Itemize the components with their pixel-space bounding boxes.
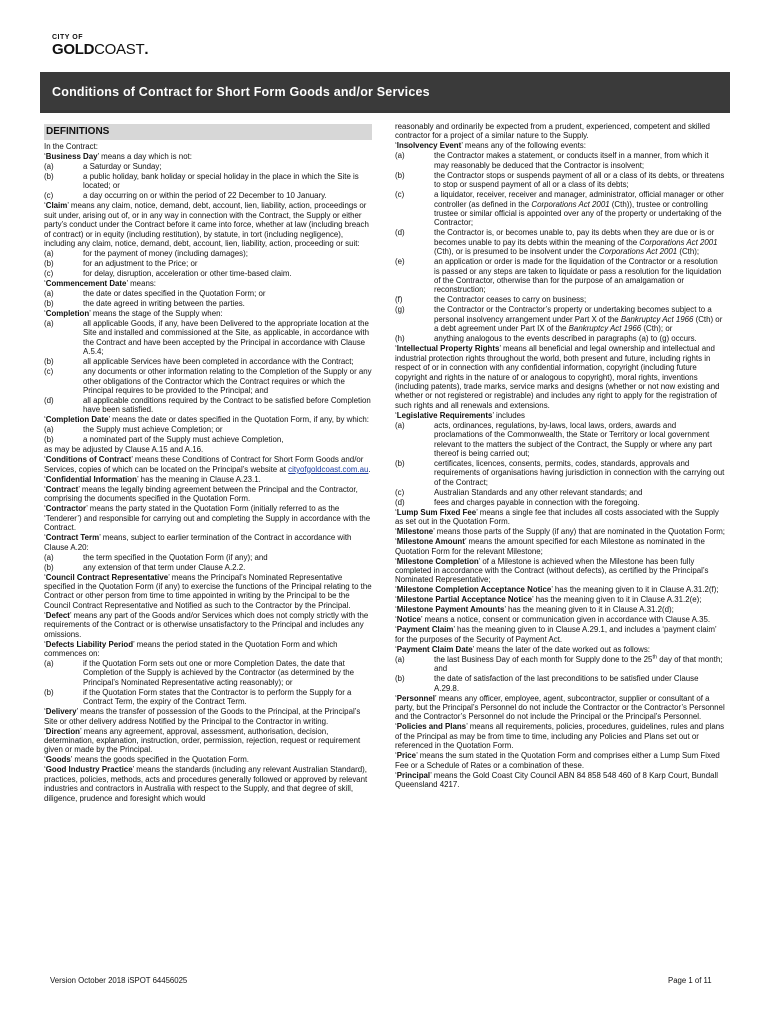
logo-coast: COAST [94,41,145,58]
definition: ‘Commencement Date’ means: [44,279,156,289]
definition: ‘Completion’ means the stage of the Supply when: [44,309,223,319]
definition: ‘Contract Term’ means, subject to earlier termination of the Contract in accordance with Clause A.20: [44,533,352,552]
definition: ‘Milestone Partial Acceptance Notice’ has the meaning given to it in Clause A.31.2(e); [395,595,702,605]
document-title-banner: Conditions of Contract for Short Form Goods and/or Services [40,72,730,113]
definition: ‘Milestone Payment Amounts’ has the meaning given to it in Clause A.31.2(d); [395,605,674,615]
left-column [44,122,372,804]
list-item: (b) if the Quotation Form states that the Contractor is to perform the Supply for a Contract Term, the expiry of the Contract Term. [44,687,352,707]
list-item: (b) the Contractor stops or suspends payment of all or a class of its debts, or threatens to stop or suspend payment of all or a class of its debts; [395,170,725,190]
definition: ‘Payment Claim’ has the meaning given to in Clause A.29.1, and includes a ‘payment claim’ for the purposes of the Security of Payment Act. [395,625,717,644]
list-item: (h) anything analogous to the events described in paragraphs (a) to (g) occurs. [395,334,697,344]
definition: ‘Council Contract Representative’ means the Principal’s Nominated Representative specified in the Quotation Form (if any) to exercise the functions of the Principal relating to the Contract or other person from time to time appointed in writing by the Principal to be the Council Contract Representative and Notified as such to the Contractor by the Principal. [44,572,372,610]
right-column [395,122,725,790]
list-item: (b) any extension of that term under Clause A.2.2. [44,562,246,572]
definition: ‘Intellectual Property Rights’ means all beneficial and legal ownership and intellectual and industrial protection rights throughout the world, both present and future, including rights in respect of or in connection with any confidential information, copyright (including future copyright and rights in the nature of or analogous to copyright), moral rights, inventions (including patents), trade marks, service marks and designs (whether or not now existing and whether or not registered or registrable) and includes any right to apply for the registration of such rights and all renewals and extensions. [395,344,720,410]
definition: ‘Defects Liability Period’ means the period stated in the Quotation Form and which commences on: [44,639,338,658]
definition: ‘Contractor’ means the party stated in the Quotation Form (initially referred to as the ‘Tenderer’) and responsible for carrying out and completing the Supply in accordance with the Contract. [44,504,371,533]
definition: ‘Milestone Amount’ means the amount specified for each Milestone as nominated in the Quotation Form for the relevant Milestone; [395,537,705,556]
paragraph: reasonably and ordinarily be expected from a prudent, experienced, competent and skilled contractor for a project of a similar nature to the Supply. [395,122,710,141]
list-item: (g) the Contractor or the Contractor’s property or undertaking becomes subject to a personal insolvency arrangement under Part X of the Bankruptcy Act 1966 (Cth) or a debt agreement under Part IX of the Bankruptcy Act 1966 (Cth); or [395,305,723,334]
logo-dot: . [144,41,149,58]
paragraph: In the Contract: [44,142,98,151]
definition: ‘Goods’ means the goods specified in the Quotation Form. [44,755,249,765]
list-item: (a) the Contractor makes a statement, or conducts itself in a manner, from which it may reasonably be deduced that the Contractor is insolvent; [395,151,709,170]
definition: ‘Delivery’ means the transfer of possession of the Goods to the Principal, at the Principal’s Site or other delivery address Notified by the Principal to the Contractor in writing. [44,707,361,726]
definition: ‘Business Day’ means a day which is not: [44,152,192,161]
list-item: (c) Australian Standards and any other relevant standards; and [395,487,643,497]
definition: ‘Completion Date’ means the date or dates specified in the Quotation Form, if any, by which: [44,415,369,425]
list-item: (d) the Contractor is, or becomes unable to, pay its debts when they are due or is or becomes unable to pay its debts within the meaning of the Corporations Act 2001 (Cth), or is presumed to be insolvent under the Corporations Act 2001 (Cth); [395,228,718,257]
definition: ‘Contract’ means the legally binding agreement between the Principal and the Contractor, comprising the documents specified in the Quotation Form. [44,484,358,504]
definition: ‘Good Industry Practice’ means the standards (including any relevant Australian Standard), practices, policies, methods, acts and procedures generally followed or approved by relevant industries and contractors in Australia with respect to the Supply, and that degree of skill, diligence, prudence and foresight which would [44,765,368,803]
definition: ‘Insolvency Event’ means any of the following events: [395,141,586,151]
list-item: (b) a nominated part of the Supply must achieve Completion, [44,435,284,445]
definition: ‘Claim’ means any claim, notice, demand, debt, account, lien, liability, action, proceedings or suit under, arising out of, or in any way in connection with the Contract, the Supply or either party’s conduct under the Contract before it came into force, whether at law (including breach of contract) or in equity (including restitution), by statute, in tort (including negligence), including any claim, notice, demand, debt, account, lien, liability, action, proceeding or suit: [44,201,369,249]
logo-city-of: CITY OF [52,34,83,41]
definition: ‘Milestone Completion Acceptance Notice’ has the meaning given to it in Clause A.31.2(f); [395,585,719,595]
list-item: (a) acts, ordinances, regulations, by-laws, local laws, orders, awards and proclamations of the Commonwealth, the State or Territory or local government relevant to the matters the subject of the Contract, the Supply or where any part thereof is being carried out; [395,420,713,458]
list-item: (a) a Saturday or Sunday; [44,162,162,171]
list-item: (c) a day occurring on or within the period of 22 December to 10 January. [44,191,327,201]
list-item: (b) certificates, licences, consents, permits, codes, standards, approvals and requirements of organisations having jurisdiction in connection with the carrying out of the Contract; [395,458,725,487]
definition: ‘Milestone Completion’ of a Milestone is achieved when the Milestone has been fully completed in accordance with the Contract (without defects), as certified by the Principal’s Nominated Representative; [395,556,709,585]
city-of-gold-coast-logo [52,34,148,57]
list-item: (a) the Supply must achieve Completion; or [44,425,223,435]
logo-wordmark [52,42,148,57]
definition: ‘Direction’ means any agreement, approval, assessment, authorisation, decision, determination, explanation, instruction, order, permission, rejection, request or requirement given or made by the Principal. [44,726,361,755]
list-item: (a) if the Quotation Form sets out one or more Completion Dates, the date that Completion of the Supply is achieved by the Contractor (as determined by the Principal’s Nominated Representative acting reasonably); or [44,658,355,687]
definition: ‘Policies and Plans’ means all requirements, policies, procedures, guidelines, rules and plans of the Principal as may be from time to time, including any Policies and Plans set out or referenced in the Quotation Form. [395,722,725,751]
list-item: (a) the date or dates specified in the Quotation Form; or [44,289,266,299]
list-item: (a) for the payment of money (including damages); [44,249,248,259]
list-item: (b) all applicable Services have been completed in accordance with the Contract; [44,357,354,367]
list-item: (a) all applicable Goods, if any, have been Delivered to the appropriate location at the Site and installed and commissioned at the Site, as applicable, in accordance with the Contract and have been accepted by the Principal in accordance with Clause A.5.4; [44,319,369,357]
list-item: (d) fees and charges payable in connection with the foregoing. [395,497,640,507]
definition: ‘Price’ means the sum stated in the Quotation Form and comprises either a Lump Sum Fixed Fee or a Schedule of Rates or a combination of these. [395,751,720,770]
definitions-heading: DEFINITIONS [44,124,372,140]
footer-page-number: Page 1 of 11 [668,976,712,985]
definition: ‘Conditions of Contract’ means these Conditions of Contract for Short Form Goods and/or Services, copies of which can be located on the Principal’s website at cityofgoldcoast.com.au. [44,455,371,474]
list-item: (e) an application or order is made for the liquidation of the Contractor or a resolution is passed or any steps are taken to liquidate or pass a resolution for the liquidation of the Contractor, otherwise than for the purpose of an amalgamation or reconstruction; [395,257,722,295]
footer-version: Version October 2018 iSPOT 64456025 [50,976,188,985]
list-item: (b) the date agreed in writing between the parties. [44,299,245,309]
list-item: (b) for an adjustment to the Price; or [44,259,198,269]
list-item: (a) the term specified in the Quotation Form (if any); and [44,552,268,562]
list-item: (b) the date of satisfaction of the last preconditions to be satisfied under Clause A.29.8. [395,674,699,693]
list-item: (b) a public holiday, bank holiday or special holiday in the place in which the Site is located; or [44,172,359,191]
definition: ‘Lump Sum Fixed Fee’ means a single fee that includes all costs associated with the Supply as set out in the Quotation Form. [395,507,719,527]
logo-gold: GOLD [52,41,95,58]
list-item: (c) a liquidator, receiver, receiver and manager, administrator, official manager or other controller (as defined in the Corporations Act 2001 (Cth)), trustee or controlling trustee or similar official is appointed over any of the property or undertaking of the Contractor; [395,190,724,228]
definition: ‘Notice’ means a notice, consent or communication given in accordance with Clause A.35. [395,615,711,625]
definition: ‘Principal’ means the Gold Coast City Council ABN 84 858 548 460 of 8 Karp Court, Bundall Queensland 4217. [395,770,718,790]
definition: ‘Personnel’ means any officer, employee, agent, subcontractor, supplier or consultant of a party, but the Principal’s Personnel do not include the Contractor or the Contractor’s Personnel and the Contractor’s Personnel do not include the Principal or the Principal’s Personnel. [395,693,725,722]
definition: ‘Confidential Information’ has the meaning in Clause A.23.1. [44,474,261,484]
list-item: (c) for delay, disruption, acceleration or other time-based claim. [44,269,292,279]
list-item: (d) all applicable conditions required by the Contract to be satisfied before Completion have been satisfied. [44,396,371,415]
list-item: (f) the Contractor ceases to carry on business; [395,295,587,305]
list-item: (c) any documents or other information relating to the Completion of the Supply or any other obligations of the Contractor which the Contract requires or which the Principal requires to be provided to the Principal; and [44,367,372,396]
definition: ‘Defect’ means any part of the Goods and/or Services which does not comply strictly with the requirements of the Contract or is otherwise unsatisfactory to the Principal and includes any omissions. [44,610,369,639]
definition: ‘Legislative Requirements’ includes [395,410,525,420]
definition: ‘Payment Claim Date’ means the later of the date worked out as follows: [395,644,650,654]
website-link[interactable]: cityofgoldcoast.com.au [288,464,369,474]
list-item: (a) the last Business Day of each month for Supply done to the 25th day of that month; and [395,654,723,674]
paragraph: as may be adjusted by Clause A.15 and A.16. [44,445,204,455]
definition: ‘Milestone’ means those parts of the Supply (if any) that are nominated in the Quotation Form; [395,527,725,537]
